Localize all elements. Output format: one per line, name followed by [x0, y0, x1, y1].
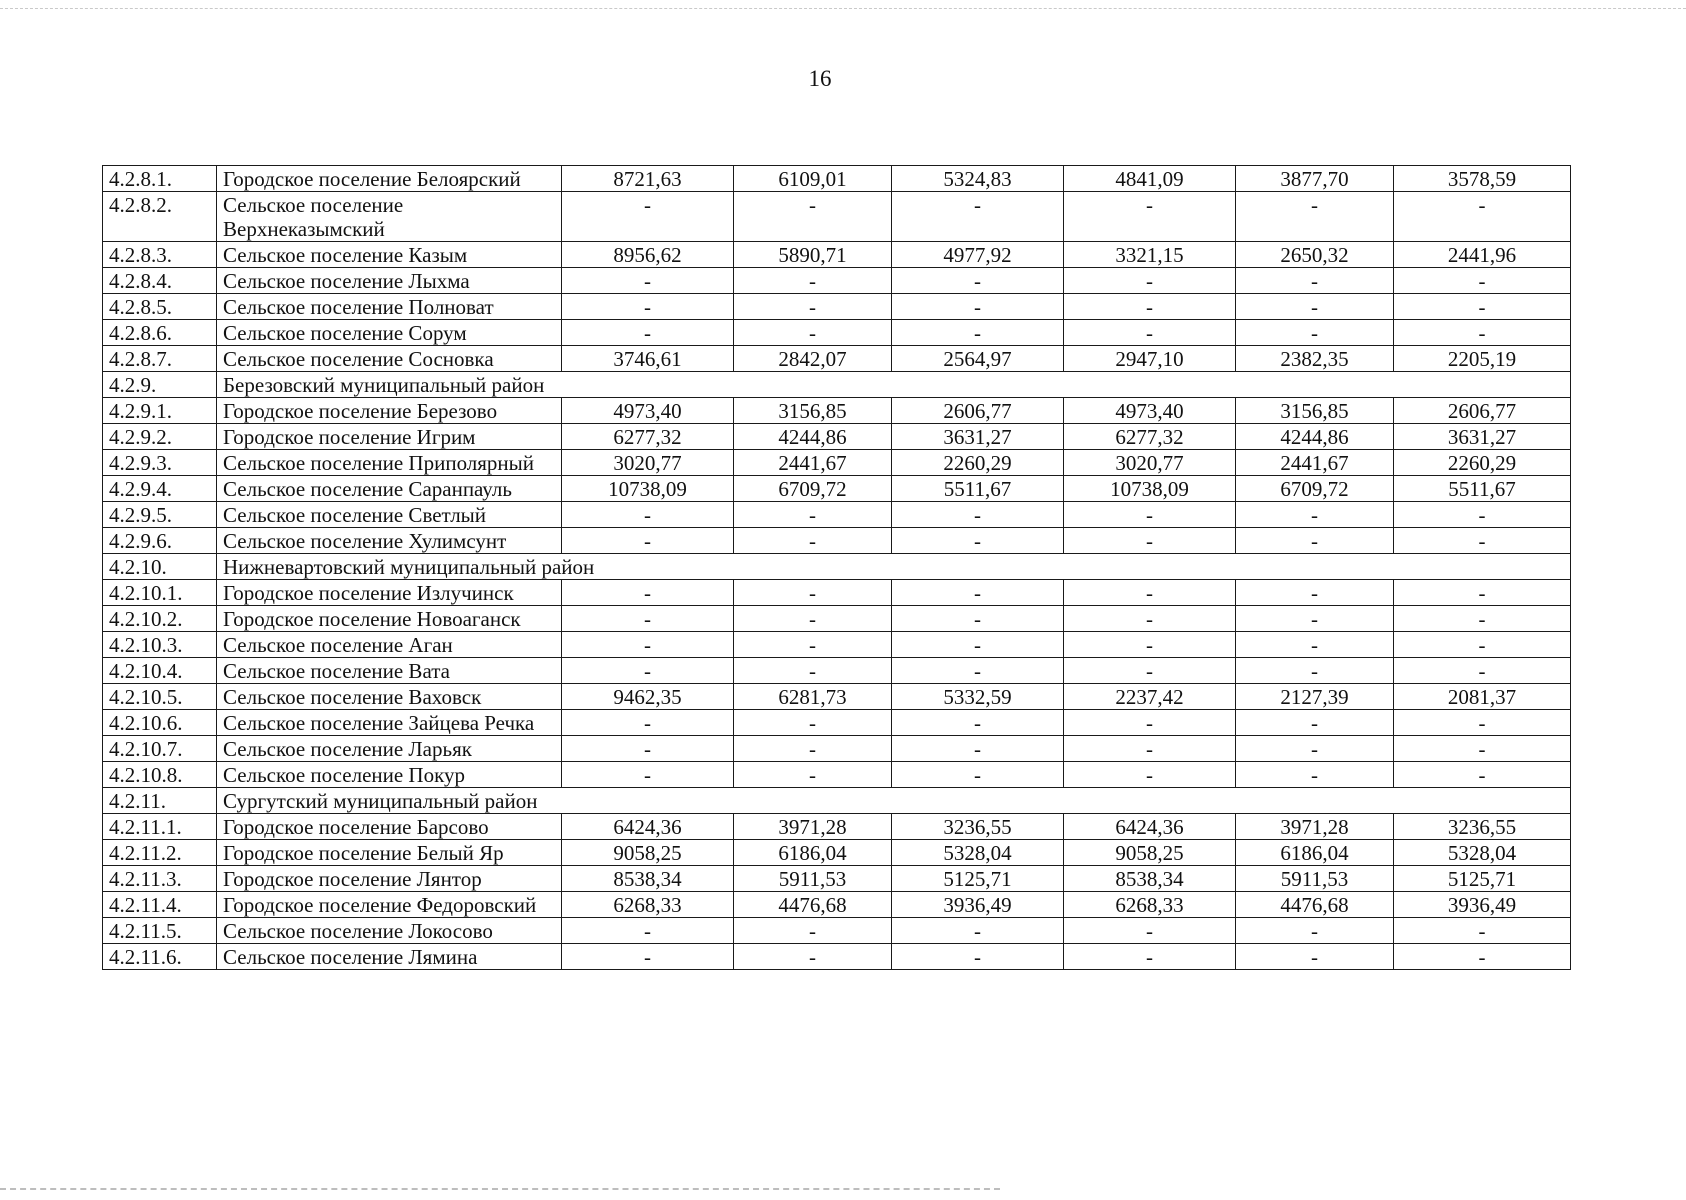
- table-row: [103, 658, 1571, 684]
- section-title: Березовский муниципальный район: [217, 372, 1571, 398]
- row-name: Сельское поселение Сорум: [217, 320, 562, 346]
- value-cell: 5890,71: [734, 242, 892, 268]
- row-name: Сельское поселение Покур: [217, 762, 562, 788]
- table-row: [103, 866, 1571, 892]
- row-code: 4.2.8.6.: [103, 320, 217, 346]
- value-cell: 6424,36: [1064, 814, 1236, 840]
- value-cell: -: [562, 528, 734, 554]
- value-cell: -: [892, 320, 1064, 346]
- value-cell: 6268,33: [562, 892, 734, 918]
- value-cell: -: [734, 710, 892, 736]
- value-cell: -: [892, 658, 1064, 684]
- row-code: 4.2.9.6.: [103, 528, 217, 554]
- table-row: [103, 918, 1571, 944]
- value-cell: -: [1236, 762, 1394, 788]
- value-cell: -: [562, 606, 734, 632]
- row-name: Сельское поселение Аган: [217, 632, 562, 658]
- value-cell: -: [892, 944, 1064, 970]
- table-row: [103, 684, 1571, 710]
- value-cell: -: [562, 502, 734, 528]
- row-code: 4.2.10.6.: [103, 710, 217, 736]
- scan-edge-bottom: [0, 1188, 1000, 1190]
- value-cell: -: [734, 268, 892, 294]
- value-cell: -: [1394, 320, 1571, 346]
- table-row: [103, 762, 1571, 788]
- value-cell: -: [1394, 736, 1571, 762]
- value-cell: 2842,07: [734, 346, 892, 372]
- value-cell: 6277,32: [1064, 424, 1236, 450]
- table-row: [103, 424, 1571, 450]
- row-code: 4.2.9.3.: [103, 450, 217, 476]
- value-cell: -: [892, 502, 1064, 528]
- value-cell: -: [1236, 918, 1394, 944]
- value-cell: -: [1394, 632, 1571, 658]
- value-cell: 2606,77: [1394, 398, 1571, 424]
- value-cell: -: [734, 528, 892, 554]
- value-cell: 4841,09: [1064, 166, 1236, 192]
- value-cell: -: [1236, 268, 1394, 294]
- value-cell: -: [892, 294, 1064, 320]
- value-cell: 2260,29: [1394, 450, 1571, 476]
- row-name: Сельское поселение Локосово: [217, 918, 562, 944]
- row-code: 4.2.10.: [103, 554, 217, 580]
- row-code: 4.2.8.7.: [103, 346, 217, 372]
- row-code: 4.2.8.1.: [103, 166, 217, 192]
- row-name: Городское поселение Излучинск: [217, 580, 562, 606]
- row-name: Сельское поселение Ларьяк: [217, 736, 562, 762]
- row-code: 4.2.9.5.: [103, 502, 217, 528]
- value-cell: 5324,83: [892, 166, 1064, 192]
- table-row: [103, 944, 1571, 970]
- value-cell: 6109,01: [734, 166, 892, 192]
- row-name: Городское поселение Федоровский: [217, 892, 562, 918]
- value-cell: -: [1064, 632, 1236, 658]
- row-name: Городское поселение Барсово: [217, 814, 562, 840]
- value-cell: -: [562, 710, 734, 736]
- row-name: Сельское поселение Приполярный: [217, 450, 562, 476]
- value-cell: -: [562, 736, 734, 762]
- row-code: 4.2.10.4.: [103, 658, 217, 684]
- value-cell: -: [892, 580, 1064, 606]
- value-cell: 8538,34: [1064, 866, 1236, 892]
- row-name: Сельское поселение Сосновка: [217, 346, 562, 372]
- value-cell: -: [892, 192, 1064, 242]
- value-cell: 5328,04: [1394, 840, 1571, 866]
- row-name: Городское поселение Березово: [217, 398, 562, 424]
- row-name: Сельское поселение Полноват: [217, 294, 562, 320]
- value-cell: 2441,96: [1394, 242, 1571, 268]
- table-row: [103, 346, 1571, 372]
- value-cell: -: [1236, 606, 1394, 632]
- row-name: Городское поселение Лянтор: [217, 866, 562, 892]
- row-name: Сельское поселение Зайцева Речка: [217, 710, 562, 736]
- value-cell: 2564,97: [892, 346, 1064, 372]
- value-cell: -: [734, 502, 892, 528]
- value-cell: 9462,35: [562, 684, 734, 710]
- value-cell: -: [892, 762, 1064, 788]
- table-row: [103, 606, 1571, 632]
- row-name: Сельское поселение Светлый: [217, 502, 562, 528]
- value-cell: 5911,53: [1236, 866, 1394, 892]
- value-cell: -: [1236, 320, 1394, 346]
- value-cell: 2260,29: [892, 450, 1064, 476]
- value-cell: -: [734, 606, 892, 632]
- value-cell: -: [1394, 580, 1571, 606]
- value-cell: 3156,85: [734, 398, 892, 424]
- row-code: 4.2.8.2.: [103, 192, 217, 242]
- value-cell: 5328,04: [892, 840, 1064, 866]
- table-row: [103, 736, 1571, 762]
- value-cell: -: [1236, 192, 1394, 242]
- value-cell: 3631,27: [892, 424, 1064, 450]
- table-row: [103, 476, 1571, 502]
- value-cell: -: [1064, 944, 1236, 970]
- value-cell: 9058,25: [1064, 840, 1236, 866]
- table-row: [103, 192, 1571, 242]
- row-name: Городское поселение Новоаганск: [217, 606, 562, 632]
- value-cell: -: [1394, 762, 1571, 788]
- value-cell: 3020,77: [1064, 450, 1236, 476]
- value-cell: 5332,59: [892, 684, 1064, 710]
- value-cell: -: [1394, 658, 1571, 684]
- value-cell: 5511,67: [892, 476, 1064, 502]
- value-cell: 4244,86: [734, 424, 892, 450]
- value-cell: -: [562, 944, 734, 970]
- value-cell: -: [1064, 268, 1236, 294]
- value-cell: 4977,92: [892, 242, 1064, 268]
- value-cell: 6281,73: [734, 684, 892, 710]
- tariff-table: [102, 165, 1571, 970]
- section-title: Нижневартовский муниципальный район: [217, 554, 1571, 580]
- value-cell: -: [734, 658, 892, 684]
- row-name: Сельское поселение Лыхма: [217, 268, 562, 294]
- table-row: [103, 502, 1571, 528]
- value-cell: -: [1064, 710, 1236, 736]
- value-cell: -: [1236, 736, 1394, 762]
- value-cell: -: [1064, 736, 1236, 762]
- row-name: Сельское поселение Верхнеказымский: [217, 192, 562, 242]
- value-cell: 2205,19: [1394, 346, 1571, 372]
- row-code: 4.2.8.5.: [103, 294, 217, 320]
- table-row: [103, 320, 1571, 346]
- value-cell: 8721,63: [562, 166, 734, 192]
- value-cell: 5125,71: [1394, 866, 1571, 892]
- row-code: 4.2.10.7.: [103, 736, 217, 762]
- row-code: 4.2.8.3.: [103, 242, 217, 268]
- value-cell: -: [562, 632, 734, 658]
- table-row: [103, 268, 1571, 294]
- table-section-row: [103, 372, 1571, 398]
- row-code: 4.2.11.3.: [103, 866, 217, 892]
- value-cell: 3877,70: [1236, 166, 1394, 192]
- value-cell: -: [1394, 710, 1571, 736]
- value-cell: -: [1394, 502, 1571, 528]
- value-cell: 2947,10: [1064, 346, 1236, 372]
- table-row: [103, 294, 1571, 320]
- table-row: [103, 892, 1571, 918]
- value-cell: -: [892, 736, 1064, 762]
- table-row: [103, 242, 1571, 268]
- value-cell: 3020,77: [562, 450, 734, 476]
- value-cell: 2081,37: [1394, 684, 1571, 710]
- table-row: [103, 840, 1571, 866]
- value-cell: 2650,32: [1236, 242, 1394, 268]
- value-cell: 5125,71: [892, 866, 1064, 892]
- value-cell: -: [1064, 606, 1236, 632]
- value-cell: -: [1064, 762, 1236, 788]
- value-cell: 5911,53: [734, 866, 892, 892]
- value-cell: 3236,55: [892, 814, 1064, 840]
- value-cell: -: [734, 192, 892, 242]
- value-cell: 3936,49: [1394, 892, 1571, 918]
- row-name: Сельское поселение Казым: [217, 242, 562, 268]
- value-cell: -: [1394, 294, 1571, 320]
- value-cell: -: [562, 294, 734, 320]
- value-cell: 3631,27: [1394, 424, 1571, 450]
- value-cell: -: [734, 320, 892, 346]
- value-cell: 6186,04: [734, 840, 892, 866]
- table-row: [103, 710, 1571, 736]
- table-body: [103, 166, 1571, 970]
- row-code: 4.2.11.6.: [103, 944, 217, 970]
- value-cell: -: [1236, 658, 1394, 684]
- row-code: 4.2.10.8.: [103, 762, 217, 788]
- row-code: 4.2.9.: [103, 372, 217, 398]
- value-cell: 10738,09: [1064, 476, 1236, 502]
- value-cell: -: [562, 320, 734, 346]
- value-cell: -: [734, 918, 892, 944]
- value-cell: 10738,09: [562, 476, 734, 502]
- table-section-row: [103, 554, 1571, 580]
- value-cell: -: [1236, 294, 1394, 320]
- value-cell: 3971,28: [1236, 814, 1394, 840]
- value-cell: -: [562, 268, 734, 294]
- value-cell: 3746,61: [562, 346, 734, 372]
- value-cell: -: [562, 762, 734, 788]
- value-cell: 3236,55: [1394, 814, 1571, 840]
- value-cell: -: [1064, 580, 1236, 606]
- value-cell: -: [734, 762, 892, 788]
- value-cell: 3936,49: [892, 892, 1064, 918]
- value-cell: 2441,67: [1236, 450, 1394, 476]
- row-name: Городское поселение Игрим: [217, 424, 562, 450]
- table-row: [103, 632, 1571, 658]
- table-row: [103, 450, 1571, 476]
- value-cell: -: [1394, 944, 1571, 970]
- value-cell: 3971,28: [734, 814, 892, 840]
- row-code: 4.2.11.5.: [103, 918, 217, 944]
- row-code: 4.2.11.4.: [103, 892, 217, 918]
- page-number: 16: [808, 66, 832, 91]
- value-cell: -: [892, 632, 1064, 658]
- value-cell: -: [1236, 632, 1394, 658]
- row-name: Сельское поселение Саранпауль: [217, 476, 562, 502]
- value-cell: -: [562, 580, 734, 606]
- value-cell: -: [734, 944, 892, 970]
- value-cell: -: [562, 658, 734, 684]
- value-cell: -: [1064, 502, 1236, 528]
- value-cell: -: [1064, 918, 1236, 944]
- row-code: 4.2.9.4.: [103, 476, 217, 502]
- value-cell: 6709,72: [1236, 476, 1394, 502]
- row-name: Сельское поселение Вата: [217, 658, 562, 684]
- value-cell: -: [1394, 192, 1571, 242]
- value-cell: -: [1236, 502, 1394, 528]
- row-name: Городское поселение Белый Яр: [217, 840, 562, 866]
- value-cell: -: [1236, 528, 1394, 554]
- row-name: Сельское поселение Хулимсунт: [217, 528, 562, 554]
- value-cell: 2441,67: [734, 450, 892, 476]
- scan-edge-top: [0, 8, 1686, 9]
- row-code: 4.2.10.1.: [103, 580, 217, 606]
- row-name: Сельское поселение Лямина: [217, 944, 562, 970]
- value-cell: -: [734, 736, 892, 762]
- value-cell: -: [1394, 268, 1571, 294]
- table-row: [103, 398, 1571, 424]
- value-cell: 6424,36: [562, 814, 734, 840]
- value-cell: -: [734, 632, 892, 658]
- value-cell: 8956,62: [562, 242, 734, 268]
- value-cell: -: [892, 528, 1064, 554]
- section-title: Сургутский муниципальный район: [217, 788, 1571, 814]
- row-code: 4.2.10.2.: [103, 606, 217, 632]
- value-cell: -: [1064, 658, 1236, 684]
- value-cell: -: [1394, 918, 1571, 944]
- value-cell: 6186,04: [1236, 840, 1394, 866]
- value-cell: 2606,77: [892, 398, 1064, 424]
- value-cell: 4973,40: [1064, 398, 1236, 424]
- table-row: [103, 580, 1571, 606]
- value-cell: 3578,59: [1394, 166, 1571, 192]
- row-code: 4.2.8.4.: [103, 268, 217, 294]
- value-cell: -: [1064, 528, 1236, 554]
- value-cell: 4476,68: [1236, 892, 1394, 918]
- value-cell: -: [1064, 294, 1236, 320]
- value-cell: 8538,34: [562, 866, 734, 892]
- value-cell: 4244,86: [1236, 424, 1394, 450]
- row-code: 4.2.10.3.: [103, 632, 217, 658]
- value-cell: 2237,42: [1064, 684, 1236, 710]
- row-code: 4.2.9.1.: [103, 398, 217, 424]
- value-cell: 9058,25: [562, 840, 734, 866]
- value-cell: -: [892, 606, 1064, 632]
- row-name: Сельское поселение Ваховск: [217, 684, 562, 710]
- value-cell: -: [734, 580, 892, 606]
- table-row: [103, 528, 1571, 554]
- value-cell: 5511,67: [1394, 476, 1571, 502]
- value-cell: 3156,85: [1236, 398, 1394, 424]
- value-cell: 6268,33: [1064, 892, 1236, 918]
- row-code: 4.2.10.5.: [103, 684, 217, 710]
- value-cell: -: [562, 918, 734, 944]
- row-code: 4.2.11.: [103, 788, 217, 814]
- value-cell: -: [892, 710, 1064, 736]
- table-row: [103, 814, 1571, 840]
- value-cell: -: [892, 268, 1064, 294]
- value-cell: 6709,72: [734, 476, 892, 502]
- value-cell: -: [734, 294, 892, 320]
- value-cell: 4973,40: [562, 398, 734, 424]
- value-cell: -: [1236, 710, 1394, 736]
- value-cell: 3321,15: [1064, 242, 1236, 268]
- table-section-row: [103, 788, 1571, 814]
- row-code: 4.2.11.1.: [103, 814, 217, 840]
- row-code: 4.2.9.2.: [103, 424, 217, 450]
- value-cell: -: [1394, 606, 1571, 632]
- value-cell: -: [562, 192, 734, 242]
- value-cell: 2382,35: [1236, 346, 1394, 372]
- value-cell: 2127,39: [1236, 684, 1394, 710]
- value-cell: -: [1064, 192, 1236, 242]
- value-cell: 6277,32: [562, 424, 734, 450]
- value-cell: -: [1236, 580, 1394, 606]
- value-cell: -: [1394, 528, 1571, 554]
- table-row: [103, 166, 1571, 192]
- row-name: Городское поселение Белоярский: [217, 166, 562, 192]
- row-code: 4.2.11.2.: [103, 840, 217, 866]
- value-cell: -: [1064, 320, 1236, 346]
- value-cell: 4476,68: [734, 892, 892, 918]
- value-cell: -: [1236, 944, 1394, 970]
- value-cell: -: [892, 918, 1064, 944]
